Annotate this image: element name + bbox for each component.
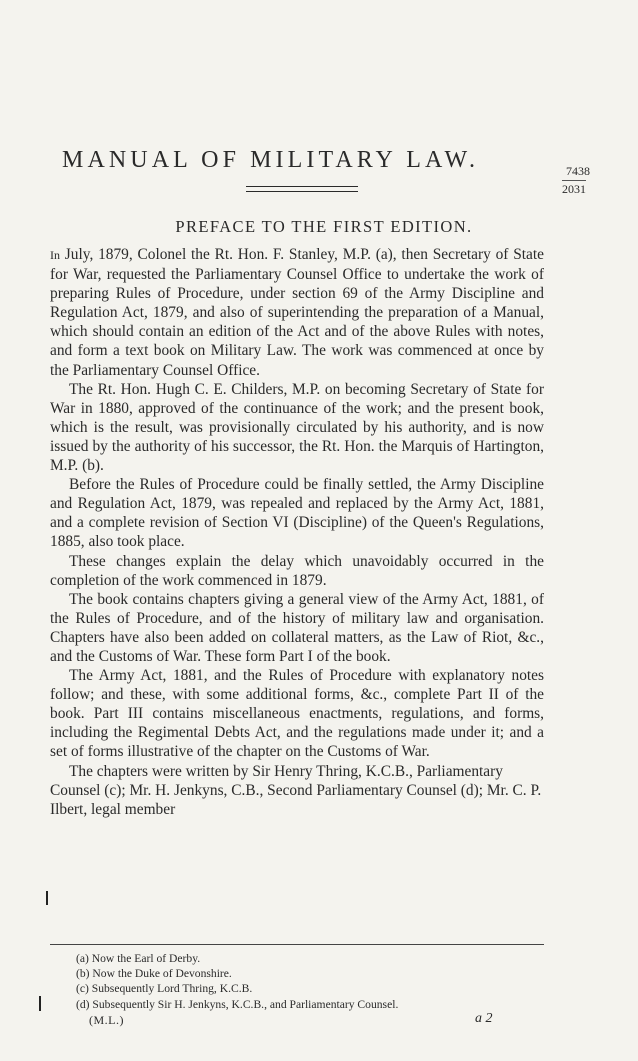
footnote-b: (b) Now the Duke of Devonshire.: [76, 967, 232, 981]
paragraph-2: The Rt. Hon. Hugh C. E. Childers, M.P. on becoming Secretary of State for War in 1880, approved of the continuance of the work; and the present book, which is the result, was provisionally circulated by his authority, and is now issued by the authority of his successor, the Rt. Hon. the Marquis of Hartington, M.P. (b).: [50, 380, 544, 475]
footnote-c: (c) Subsequently Lord Thring, K.C.B.: [76, 982, 253, 996]
title-double-rule: [246, 186, 358, 192]
footnote-divider: [50, 944, 544, 945]
paragraph-1: [50, 245, 544, 380]
shelfmark-bottom: 2031: [562, 182, 586, 196]
preface-body: [50, 245, 544, 819]
paragraph-4: These changes explain the delay which unavoidably occurred in the completion of the work commenced in 1879.: [50, 552, 544, 589]
paragraph-text: July, 1879, Colonel the Rt. Hon. F. Stanley, M.P. (a), then Secretary of State for War, requested the Parliamentary Counsel Office to undertake the work of preparing Rules of Procedure, under section 69 of the Army Discipline and Regulation Act, 1879, and also of superintending the preparation of a Manual, which should contain an edition of the Act and of the above Rules with notes, and form a text book on Military Law. The work was commenced at once by the Parliamentary Counsel Office.: [50, 246, 544, 379]
paragraph-7: The chapters were written by Sir Henry Thring, K.C.B., Parliamentary Counsel (c); Mr. H. Jenkyns, C.B., Second Parliamentary Counsel (d); Mr. C. P. Ilbert, legal member: [50, 762, 542, 818]
margin-mark: [39, 996, 41, 1011]
footnote-a: (a) Now the Earl of Derby.: [76, 952, 201, 965]
paragraph-6: The Army Act, 1881, and the Rules of Procedure with explanatory notes follow; and these, with some additional forms, &c., complete Part II of the book. Part III contains miscellaneous enactments, regulations, and forms, including the Regimental Debts Act, and the regulations made under it; and a set of forms illustrative of the chapter on the Customs of War.: [50, 667, 544, 761]
shelfmark-top: 7438: [566, 164, 590, 178]
preface-heading: PREFACE TO THE FIRST EDITION.: [175, 217, 473, 236]
paragraph-lead: In: [50, 248, 60, 262]
margin-mark: [46, 891, 48, 905]
paragraph-5: The book contains chapters giving a general view of the Army Act, 1881, of the Rules of Procedure, and of the history of military law and organisation. Chapters have also been added on collateral matters, as the Law of Riot, &c., and the Customs of War. These form Part I of the book.: [50, 590, 544, 665]
paragraph-3: Before the Rules of Procedure could be finally settled, the Army Discipline and Regulation Act, 1879, was repealed and replaced by the Army Act, 1881, and a complete revision of Section VI (Discipline) of the Queen's Regulations, 1885, also took place.: [50, 476, 544, 551]
page-signature: a 2: [475, 1011, 493, 1026]
footnote-d: (d) Subsequently Sir H. Jenkyns, K.C.B., and Parliamentary Counsel.: [76, 997, 399, 1011]
signature-mark: (M.L.): [89, 1013, 124, 1027]
running-title: MANUAL OF MILITARY LAW.: [62, 147, 480, 173]
footnotes: [76, 951, 556, 1012]
